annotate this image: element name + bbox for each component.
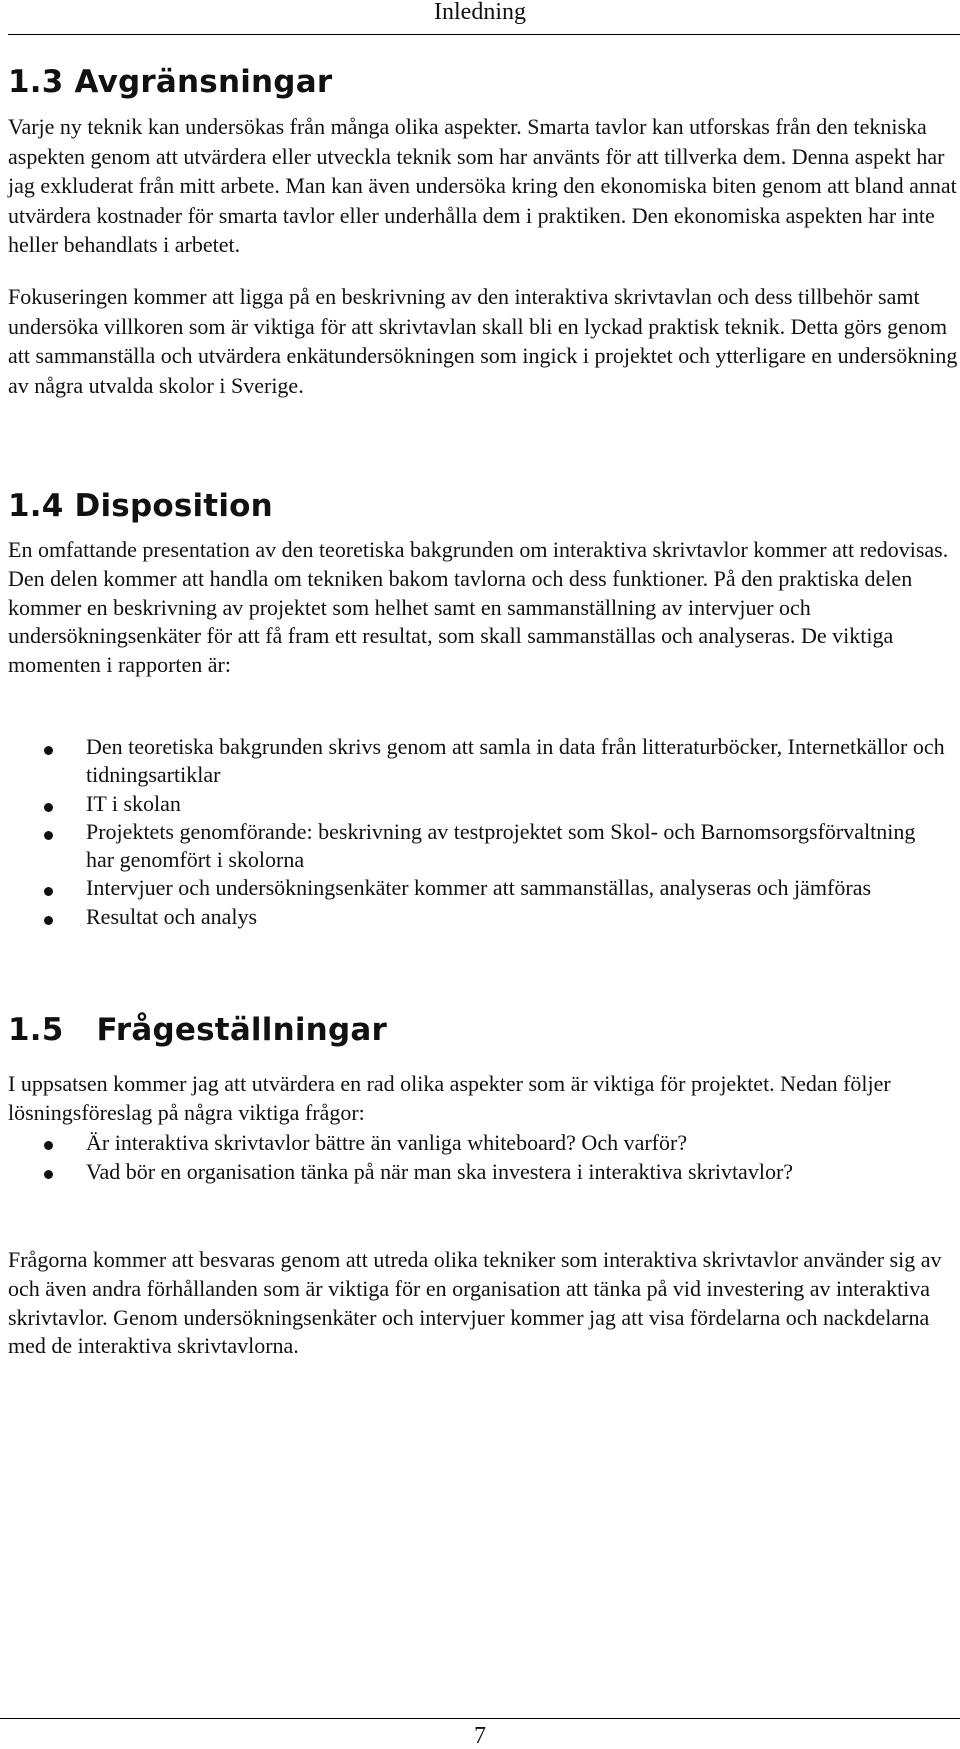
section-title: Frågeställningar bbox=[96, 1012, 387, 1048]
questions-list bbox=[8, 1128, 948, 1186]
section-number: 1.3 bbox=[8, 64, 64, 100]
bullet-icon bbox=[44, 803, 53, 812]
section-number: 1.5 bbox=[8, 1012, 64, 1048]
header-rule bbox=[8, 34, 960, 35]
bullet-icon bbox=[44, 1141, 53, 1150]
list-item: Den teoretiska bakgrunden skrivs genom att samla in data från litteraturböcker, Internetkällor och tidningsartiklar bbox=[8, 733, 948, 790]
bullet-icon bbox=[44, 831, 53, 840]
list-item: Är interaktiva skrivtavlor bättre än vanliga whiteboard? Och varför? bbox=[8, 1128, 948, 1157]
section-heading-1-5 bbox=[8, 1012, 387, 1048]
list-item: Intervjuer och undersökningsenkäter kommer att sammanställas, analyseras och jämföras bbox=[8, 874, 948, 902]
disposition-list bbox=[8, 733, 948, 931]
paragraph-scope-1: Varje ny teknik kan undersökas från många olika aspekter. Smarta tavlor kan utforskas från den tekniska aspekten genom att utvärdera eller utveckla teknik som har använts för att tillverka dem. Denna aspekt har jag exkluderat från mitt arbete. Man kan även undersöka kring den ekonomiska biten genom att bland annat utvärdera kostnader för smarta tavlor eller underhålla dem i praktiken. Den ekonomiska aspekten har inte heller behandlats i arbetet. bbox=[8, 114, 957, 258]
bullet-icon bbox=[44, 887, 53, 896]
section-number: 1.4 bbox=[8, 488, 64, 524]
section-title: Avgränsningar bbox=[74, 64, 333, 100]
paragraph-questions-method: Frågorna kommer att besvaras genom att utreda olika tekniker som interaktiva skrivtavlor använder sig av och även andra förhållanden som är viktiga för en organisation att tänka på vid investering av interaktiva skrivtavlor. Genom undersökningsenkäter och intervjuer kommer jag att visa fördelarna och nackdelarna med de interaktiva skrivtavlorna. bbox=[8, 1247, 942, 1359]
section-title: Disposition bbox=[74, 488, 273, 524]
list-item: Resultat och analys bbox=[8, 903, 948, 931]
bullet-icon bbox=[44, 1170, 53, 1179]
paragraph-disposition: En omfattande presentation av den teoretiska bakgrunden om interaktiva skrivtavlor kommer att redovisas. Den delen kommer att handla om tekniken bakom tavlorna och dess funktioner. På den praktiska delen kommer en beskrivning av projektet som helhet samt en sammanställning av intervjuer och undersökningsenkäter för att få fram ett resultat, som skall sammanställas och analyseras. De viktiga momenten i rapporten är: bbox=[8, 537, 949, 678]
paragraph-scope-2: Fokuseringen kommer att ligga på en beskrivning av den interaktiva skrivtavlan och dess tillbehör samt undersöka villkoren som är viktiga för att skrivtavlan skall bli en lyckad praktisk teknik. Detta görs genom att sammanställa och utvärdera enkätundersökningen som ingick i projektet och ytterligare en undersökning av några utvalda skolor i Sverige. bbox=[8, 284, 958, 398]
bullet-icon bbox=[44, 916, 53, 925]
list-item: IT i skolan bbox=[8, 790, 948, 818]
paragraph-questions-intro: I uppsatsen kommer jag att utvärdera en rad olika aspekter som är viktiga för projektet. Nedan följer lösningsföreslag på några viktiga frågor: bbox=[8, 1071, 891, 1125]
section-heading-1-4 bbox=[8, 488, 273, 524]
page-number: 7 bbox=[474, 1723, 486, 1749]
list-item: Vad bör en organisation tänka på när man ska investera i interaktiva skrivtavlor? bbox=[8, 1157, 948, 1186]
footer-rule bbox=[0, 1718, 960, 1719]
list-item: Projektets genomförande: beskrivning av testprojektet som Skol- och Barnomsorgsförvaltning har genomfört i skolorna bbox=[8, 818, 948, 875]
bullet-icon bbox=[44, 746, 53, 755]
section-heading-1-3 bbox=[8, 64, 332, 100]
running-header: Inledning bbox=[434, 0, 526, 25]
